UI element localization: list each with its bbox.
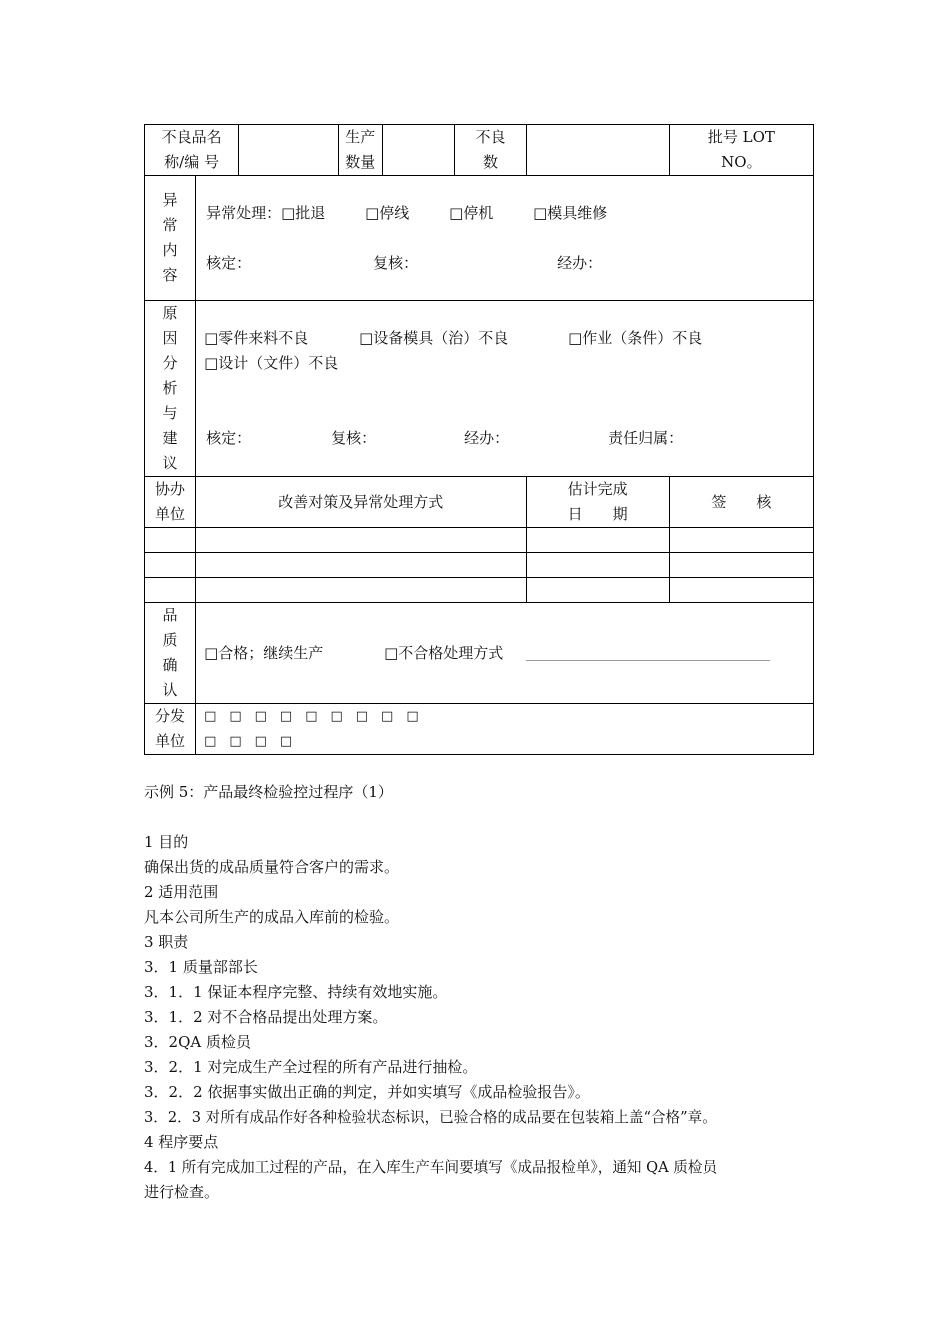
cause-options-line2 (204, 351, 813, 376)
procedure-line: 2 适用范围 (144, 883, 219, 901)
quality-label-char: 认 (162, 681, 178, 699)
procedure-line: 3．2．3 对所有成品作好各种检验状态标识，已验合格的成品要在包装箱上盖“合格”章。 (144, 1109, 717, 1126)
option-equipment-defect-checkbox[interactable]: □设备模具（治）不良 (359, 329, 509, 347)
cause-sign-line (204, 426, 813, 451)
distribution-label-line1: 分发 (155, 707, 186, 725)
assist-unit-cell[interactable] (145, 578, 196, 603)
cause-analysis-label (145, 301, 196, 477)
option-stop-line-checkbox[interactable]: □停线 (365, 204, 410, 222)
procedure-line: 3 职责 (144, 933, 189, 951)
abnormal-content-row (145, 176, 814, 301)
procedure-line: 确保出货的成品质量符合客户的需求。 (144, 858, 400, 876)
actions-header-row (145, 477, 814, 528)
cause-options-line1 (204, 326, 813, 351)
option-reject-checkbox[interactable]: □批退 (281, 204, 326, 222)
abnormal-handling-label: 异常处理： (206, 204, 282, 222)
distribution-boxes-line1[interactable]: □ □ □ □ □ □ □ □ □ (204, 709, 419, 724)
procedure-line: 4．1 所有完成加工过程的产品，在入库生产车间要填写《成品报检单》，通知 QA 质检员 (144, 1159, 718, 1176)
improvement-measures-header: 改善对策及异常处理方式 (196, 477, 526, 528)
option-fail-handling-checkbox[interactable]: □不合格处理方式 (384, 643, 504, 662)
cause-label-char: 析 (162, 379, 178, 397)
option-stop-machine-checkbox[interactable]: □停机 (449, 204, 494, 222)
assist-unit-cell[interactable] (145, 528, 196, 553)
lot-no-label-line2: NO。 (721, 153, 762, 171)
abnormal-report-form (144, 124, 814, 755)
abnormal-label-char: 异 (162, 191, 178, 209)
estimated-date-cell[interactable] (526, 528, 669, 553)
procedure-line: 3．1．2 对不合格品提出处理方案。 (144, 1008, 388, 1026)
defect-qty-value-cell[interactable] (526, 125, 669, 176)
production-qty-value-cell[interactable] (383, 125, 455, 176)
distribution-checkboxes[interactable] (196, 704, 814, 755)
quality-label-char: 品 (162, 606, 178, 624)
option-parts-defect-checkbox[interactable]: □零件来料不良 (204, 329, 309, 347)
assist-unit-header (145, 477, 196, 528)
abnormal-label-char: 常 (162, 216, 178, 234)
estimated-date-header-line1: 估计完成 (567, 480, 628, 498)
lot-no-label-line1: 批号 LOT (707, 128, 775, 146)
procedure-line: 3．2．1 对完成生产全过程的所有产品进行抽检。 (144, 1058, 478, 1076)
estimated-date-header-line2: 日 期 (567, 505, 628, 523)
estimated-date-cell[interactable] (526, 553, 669, 578)
quality-confirm-body (196, 603, 814, 704)
procedure-line: 凡本公司所生产的成品入库前的检验。 (144, 908, 400, 926)
sign-off-header: 签 核 (669, 477, 813, 528)
lot-no-cell[interactable] (669, 125, 813, 176)
form-header-row (145, 125, 814, 176)
abnormal-handling-line (206, 201, 813, 226)
abnormal-approve-label: 核定： (206, 254, 252, 272)
defect-name-label-line2: 称/编 号 (164, 153, 219, 171)
cause-label-char: 分 (162, 354, 178, 372)
cause-label-char: 与 (162, 404, 178, 422)
improvement-measures-cell[interactable] (196, 578, 526, 603)
defect-qty-label-line1: 不良 (475, 128, 506, 146)
improvement-measures-cell[interactable] (196, 528, 526, 553)
distribution-label-line2: 单位 (155, 732, 186, 750)
abnormal-content-label (145, 176, 196, 301)
option-operation-defect-checkbox[interactable]: □作业（条件）不良 (568, 329, 703, 347)
abnormal-label-char: 容 (162, 266, 178, 284)
quality-options-line (204, 641, 813, 666)
abnormal-handler-label: 经办： (557, 254, 603, 272)
sign-off-cell[interactable] (669, 553, 813, 578)
example-title-block (144, 780, 824, 805)
abnormal-review-label: 复核： (373, 254, 419, 272)
procedure-body (144, 830, 824, 1205)
quality-confirm-label (145, 603, 196, 704)
cause-label-char: 因 (162, 329, 178, 347)
procedure-line: 4 程序要点 (144, 1133, 219, 1151)
quality-label-char: 质 (162, 631, 178, 649)
distribution-row (145, 704, 814, 755)
production-qty-label-cell (339, 125, 383, 176)
cause-label-char: 原 (162, 304, 178, 322)
production-qty-label-line2: 数量 (345, 153, 376, 171)
defect-name-label-line1: 不良品名 (161, 128, 222, 146)
quality-label-char: 确 (162, 656, 178, 674)
option-design-defect-checkbox[interactable]: □设计（文件）不良 (204, 354, 339, 372)
abnormal-label-char: 内 (162, 241, 178, 259)
cause-review-label: 复核： (331, 429, 377, 447)
procedure-line: 3．1．1 保证本程序完整、持续有效地实施。 (144, 983, 448, 1001)
abnormal-sign-line (206, 251, 813, 276)
cause-label-char: 议 (162, 454, 178, 472)
table-row (145, 528, 814, 553)
procedure-line: 3．1 质量部部长 (144, 958, 258, 976)
cause-approve-label: 核定： (206, 429, 252, 447)
defect-qty-label-cell (455, 125, 526, 176)
distribution-unit-label (145, 704, 196, 755)
fail-handling-input-line[interactable] (526, 660, 770, 661)
cause-label-char: 建 (162, 429, 178, 447)
improvement-measures-cell[interactable] (196, 553, 526, 578)
cause-handler-label: 经办： (464, 429, 510, 447)
table-row (145, 553, 814, 578)
procedure-line: 3．2QA 质检员 (144, 1033, 251, 1051)
assist-unit-header-line1: 协办 (155, 480, 186, 498)
option-pass-continue-checkbox[interactable]: □合格；继续生产 (204, 643, 324, 662)
assist-unit-header-line2: 单位 (155, 505, 186, 523)
procedure-line: 3．2．2 依据事实做出正确的判定，并如实填写《成品检验报告》。 (144, 1083, 590, 1101)
cause-analysis-row (145, 301, 814, 477)
cause-analysis-body (196, 301, 814, 477)
estimated-date-cell[interactable] (526, 578, 669, 603)
quality-confirm-row (145, 603, 814, 704)
option-mold-repair-checkbox[interactable]: □模具维修 (533, 204, 608, 222)
example-title: 示例 5：产品最终检验控过程序（1） (144, 783, 393, 801)
abnormal-content-body (196, 176, 814, 301)
defect-qty-label-line2: 数 (482, 153, 498, 171)
procedure-line: 进行检查。 (144, 1183, 220, 1201)
estimated-date-header (526, 477, 669, 528)
procedure-line: 1 目的 (144, 833, 189, 851)
production-qty-label-line1: 生产 (345, 128, 376, 146)
distribution-boxes-line2[interactable]: □ □ □ □ (204, 734, 293, 749)
cause-responsibility-label: 责任归属： (608, 429, 684, 447)
sign-off-cell[interactable] (669, 528, 813, 553)
assist-unit-cell[interactable] (145, 553, 196, 578)
defect-name-value-cell[interactable] (239, 125, 339, 176)
table-row (145, 578, 814, 603)
defect-name-label-cell (145, 125, 239, 176)
sign-off-cell[interactable] (669, 578, 813, 603)
